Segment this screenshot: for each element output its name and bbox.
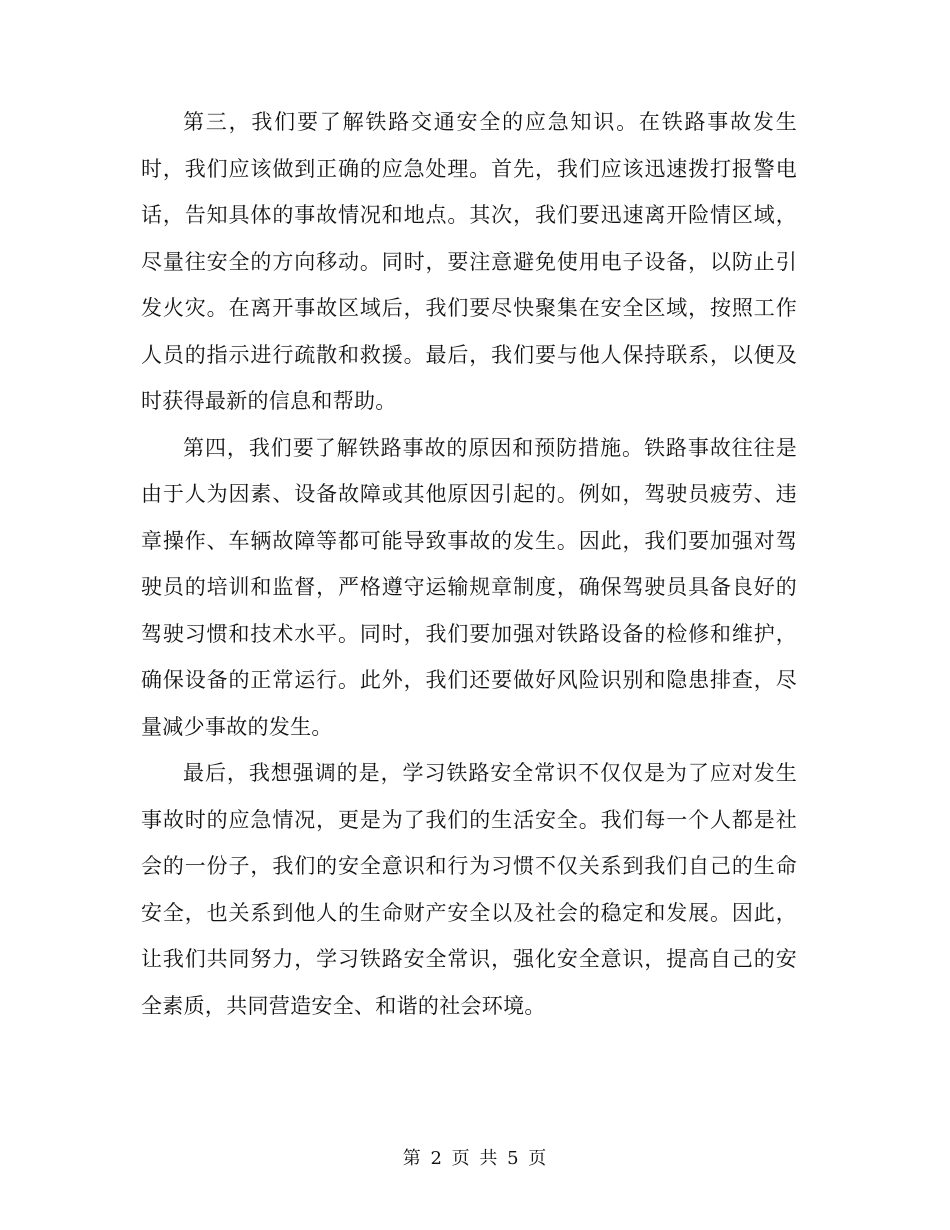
document-body (141, 99, 797, 1029)
paragraph-accident-causes: 第四，我们要了解铁路事故的原因和预防措施。铁路事故往往是由于人为因素、设备故障或其他原因引起的。例如，驾驶员疲劳、违章操作、车辆故障等都可能导致事故的发生。因此，我们要加强对驾驶员的培训和监督，严格遵守运输规章制度，确保驾驶员具备良好的驾驶习惯和技术水平。同时，我们要加强对铁路设备的检修和维护，确保设备的正常运行。此外，我们还要做好风险识别和隐患排查，尽量减少事故的发生。 (141, 435, 797, 739)
paragraph-conclusion: 最后，我想强调的是，学习铁路安全常识不仅仅是为了应对发生事故时的应急情况，更是为了我们的生活安全。我们每一个人都是社会的一份子，我们的安全意识和行为习惯不仅关系到我们自己的生命安全，也关系到他人的生命财产安全以及社会的稳定和发展。因此，让我们共同努力，学习铁路安全常识，强化安全意识，提高自己的安全素质，共同营造安全、和谐的社会环境。 (141, 761, 797, 1018)
paragraph-emergency-knowledge: 第三，我们要了解铁路交通安全的应急知识。在铁路事故发生时，我们应该做到正确的应急处理。首先，我们应该迅速拨打报警电话，告知具体的事故情况和地点。其次，我们要迅速离开险情区域，尽量往安全的方向移动。同时，要注意避免使用电子设备，以防止引发火灾。在离开事故区域后，我们要尽快聚集在安全区域，按照工作人员的指示进行疏散和救援。最后，我们要与他人保持联系，以便及时获得最新的信息和帮助。 (141, 110, 797, 413)
page-number-footer: 第 2 页 共 5 页 (402, 1148, 548, 1169)
